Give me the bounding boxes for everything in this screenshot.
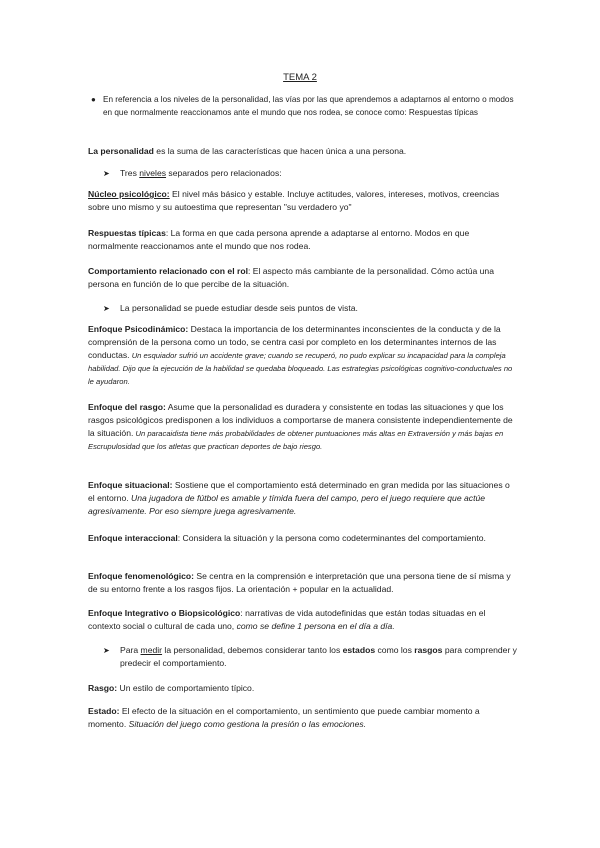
arrow-bullet-icon: ➤ (103, 304, 110, 313)
rasgo-enfoque-term: Enfoque del rasgo: (88, 402, 166, 412)
psicodinamico-paragraph (88, 323, 518, 388)
interaccional-term: Enfoque interaccional (88, 533, 178, 543)
medir-before: Para (120, 645, 141, 655)
rasgo-definition (88, 682, 518, 695)
personalidad-text: es la suma de las características que hacen única a una persona. (153, 146, 407, 156)
situacional-term: Enfoque situacional: (88, 480, 173, 490)
personalidad-term: La personalidad (88, 146, 154, 156)
fenomenologico-paragraph (88, 570, 518, 596)
comportamiento-paragraph (88, 265, 518, 291)
respuestas-term: Respuestas típicas (88, 228, 166, 238)
respuestas-paragraph (88, 227, 518, 253)
estado-def-example: Situación del juego como gestiona la presión o las emociones. (126, 719, 367, 729)
integrativo-example: como se define 1 persona en el día a día. (234, 621, 395, 631)
page-title: TEMA 2 (283, 72, 317, 83)
arrow-bullet-icon: ➤ (103, 169, 110, 178)
medir-rasgos: rasgos (414, 645, 443, 655)
seis-puntos-text: La personalidad se puede estudiar desde seis puntos de vista. (120, 303, 358, 313)
interaccional-text: : Considera la situación y la persona como codeterminantes del comportamiento. (177, 533, 486, 543)
situacional-example: Una jugadora de fútbol es amable y tímida fuera del campo, pero el juego requiere que actúe agresivamente. Por eso siempre juega agresivamente. (88, 493, 486, 516)
nucleo-paragraph (88, 188, 518, 214)
situacional-paragraph (88, 479, 518, 518)
integrativo-term: Enfoque Integrativo o Biopsicológico (88, 608, 241, 618)
psicodinamico-text: Destaca la importancia de los determinantes inconscientes de la conducta y de la comprensión de la persona como un todo, se centra casi por completo en los determinantes internos de las conductas. (88, 324, 501, 360)
psicodinamico-example: Un esquiador sufrió un accidente grave; cuando se recuperó, no pudo explicar su incapacidad para la compleja habilidad. Dijo que la ejecución de la habilidad se quedaba bloqueado. Las estrategias psicológicas cognitivo-conductuales no le ayudaron. (88, 351, 513, 386)
medir-mid2: como los (375, 645, 415, 655)
rasgo-def-term: Rasgo: (88, 683, 118, 693)
psicodinamico-term: Enfoque Psicodinámico: (88, 324, 189, 334)
bullet-dot-icon: ● (91, 95, 96, 104)
comportamiento-text: : El aspecto más cambiante de la personalidad. Cómo actúa una persona en función de lo que percibe de la situación. (88, 266, 494, 289)
situacional-text: Sostiene que el comportamiento está determinado en gran medida por las situaciones o el entorno. (88, 480, 510, 503)
estado-definition (88, 705, 518, 731)
comportamiento-term: Comportamiento relacionado con el rol (88, 266, 248, 276)
rasgo-enfoque-paragraph (88, 401, 518, 453)
seis-puntos-item (103, 302, 520, 315)
medir-after: para comprender y predecir el comportamiento. (120, 645, 517, 668)
respuestas-text: : La forma en que cada persona aprende a adaptarse al entorno. Modos en que normalmente reaccionamos ante el mundo que nos rodea. (88, 228, 470, 251)
interaccional-paragraph (88, 532, 518, 545)
integrativo-paragraph (88, 607, 518, 633)
niveles-after: separados pero relacionados: (166, 168, 282, 178)
medir-term: medir (140, 645, 163, 655)
rasgo-enfoque-example: Un paracaidista tiene más probabilidades de obtener puntuaciones más altas en Extraversión y más bajas en Escrupulosidad que los atletas que practican deportes de bajo riesgo. (88, 429, 504, 451)
personalidad-paragraph (88, 145, 518, 158)
integrativo-text: : narrativas de vida autodefinidas que están todas situadas en el contexto social o cultural de cada uno, (88, 608, 486, 631)
intro-bullet-text: En referencia a los niveles de la personalidad, las vías por las que aprendemos a adaptarnos al entorno o modos en que normalmente reaccionamos ante el mundo que nos rodea, se conoce como: Respuestas típicas (103, 95, 514, 117)
arrow-bullet-icon: ➤ (103, 646, 110, 655)
fenomenologico-text: Se centra en la comprensión e interpretación que una persona tiene de sí misma y de su entorno frente a los rasgos fijos. La orientación + popular en la actualidad. (88, 571, 511, 594)
nucleo-term: Núcleo psicológico: (88, 189, 170, 199)
estado-def-text: El efecto de la situación en el comportamiento, un sentimiento que puede cambiar momento a momento. (88, 706, 480, 729)
medir-mid1: la personalidad, debemos considerar tanto los (162, 645, 343, 655)
medir-item (103, 644, 520, 670)
fenomenologico-term: Enfoque fenomenológico: (88, 571, 194, 581)
estado-def-term: Estado: (88, 706, 120, 716)
intro-bullet (91, 94, 523, 119)
rasgo-def-text: Un estilo de comportamiento típico. (117, 683, 255, 693)
rasgo-enfoque-text: Asume que la personalidad es duradera y consistente en todas las situaciones y que los rasgos psicológicos predisponen a los individuos a comportarse de manera consistente independientemente de la situación. (88, 402, 513, 438)
niveles-term: niveles (139, 168, 167, 178)
niveles-item (103, 167, 520, 180)
nucleo-text: El nivel más básico y estable. Incluye actitudes, valores, intereses, motivos, creencias sobre uno mismo y su autoestima que representan "su verdadero yo" (88, 189, 500, 212)
niveles-before: Tres (120, 168, 140, 178)
medir-estados: estados (342, 645, 376, 655)
